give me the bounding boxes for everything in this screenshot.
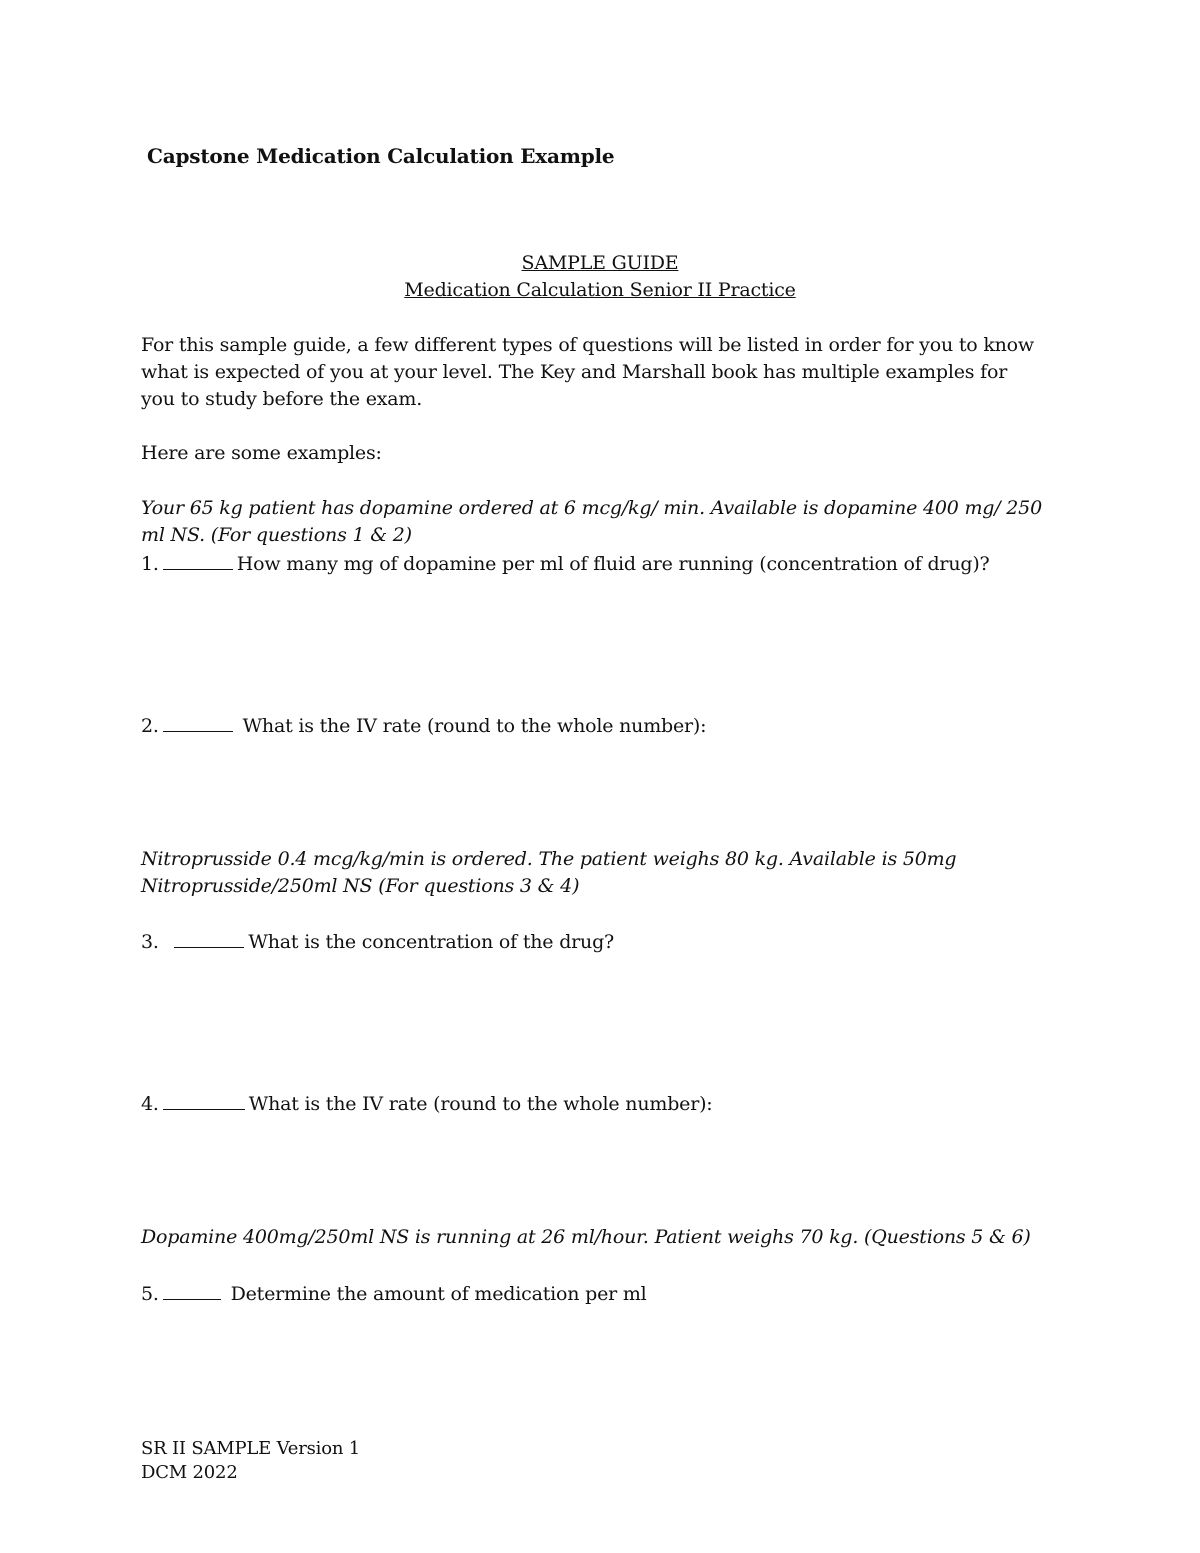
scenario-1-line-1: Your 65 kg patient has dopamine ordered at 6 mcg/kg/ min. Available is dopamine 400 mg/ 250 xyxy=(141,497,1042,519)
header-sample-guide: SAMPLE GUIDE xyxy=(521,252,679,274)
examples-label: Here are some examples: xyxy=(141,442,382,464)
question-4-answer-blank[interactable] xyxy=(163,1089,245,1110)
question-2-number: 2. xyxy=(141,715,159,737)
question-4-number: 4. xyxy=(141,1093,159,1115)
question-1 xyxy=(141,549,990,578)
question-2 xyxy=(141,711,706,740)
scenario-3-line-1: Dopamine 400mg/250ml NS is running at 26 ml/hour. Patient weighs 70 kg. (Questions 5 & 6) xyxy=(141,1226,1031,1248)
question-1-answer-blank[interactable] xyxy=(163,549,233,570)
footer-version: SR II SAMPLE Version 1 xyxy=(141,1438,361,1459)
question-2-answer-blank[interactable] xyxy=(163,711,233,732)
intro-line-1: For this sample guide, a few different types of questions will be listed in order for you to know xyxy=(141,334,1034,356)
question-3-answer-blank[interactable] xyxy=(174,927,244,948)
scenario-2-line-2: Nitroprusside/250ml NS (For questions 3 & 4) xyxy=(141,875,580,897)
question-1-text: How many mg of dopamine per ml of fluid are running (concentration of drug)? xyxy=(236,553,990,575)
intro-line-2: what is expected of you at your level. The Key and Marshall book has multiple examples for xyxy=(141,361,1008,383)
intro-line-3: you to study before the exam. xyxy=(141,388,423,410)
scenario-2-line-1: Nitroprusside 0.4 mcg/kg/min is ordered. The patient weighs 80 kg. Available is 50mg xyxy=(141,848,957,870)
question-5-number: 5. xyxy=(141,1283,159,1305)
question-5-answer-blank[interactable] xyxy=(163,1279,221,1300)
question-3 xyxy=(141,927,614,956)
question-1-number: 1. xyxy=(141,553,159,575)
document-title: Capstone Medication Calculation Example xyxy=(147,144,615,168)
question-5 xyxy=(141,1279,647,1308)
header-practice-title: Medication Calculation Senior II Practice xyxy=(404,279,796,301)
footer-author-year: DCM 2022 xyxy=(141,1462,238,1483)
scenario-1-line-2: ml NS. (For questions 1 & 2) xyxy=(141,524,412,546)
question-2-text: What is the IV rate (round to the whole number): xyxy=(242,715,707,737)
question-4-text: What is the IV rate (round to the whole number): xyxy=(248,1093,713,1115)
question-3-text: What is the concentration of the drug? xyxy=(248,931,615,953)
question-3-number: 3. xyxy=(141,931,159,953)
question-4 xyxy=(141,1089,713,1118)
question-5-text: Determine the amount of medication per ml xyxy=(230,1283,647,1305)
